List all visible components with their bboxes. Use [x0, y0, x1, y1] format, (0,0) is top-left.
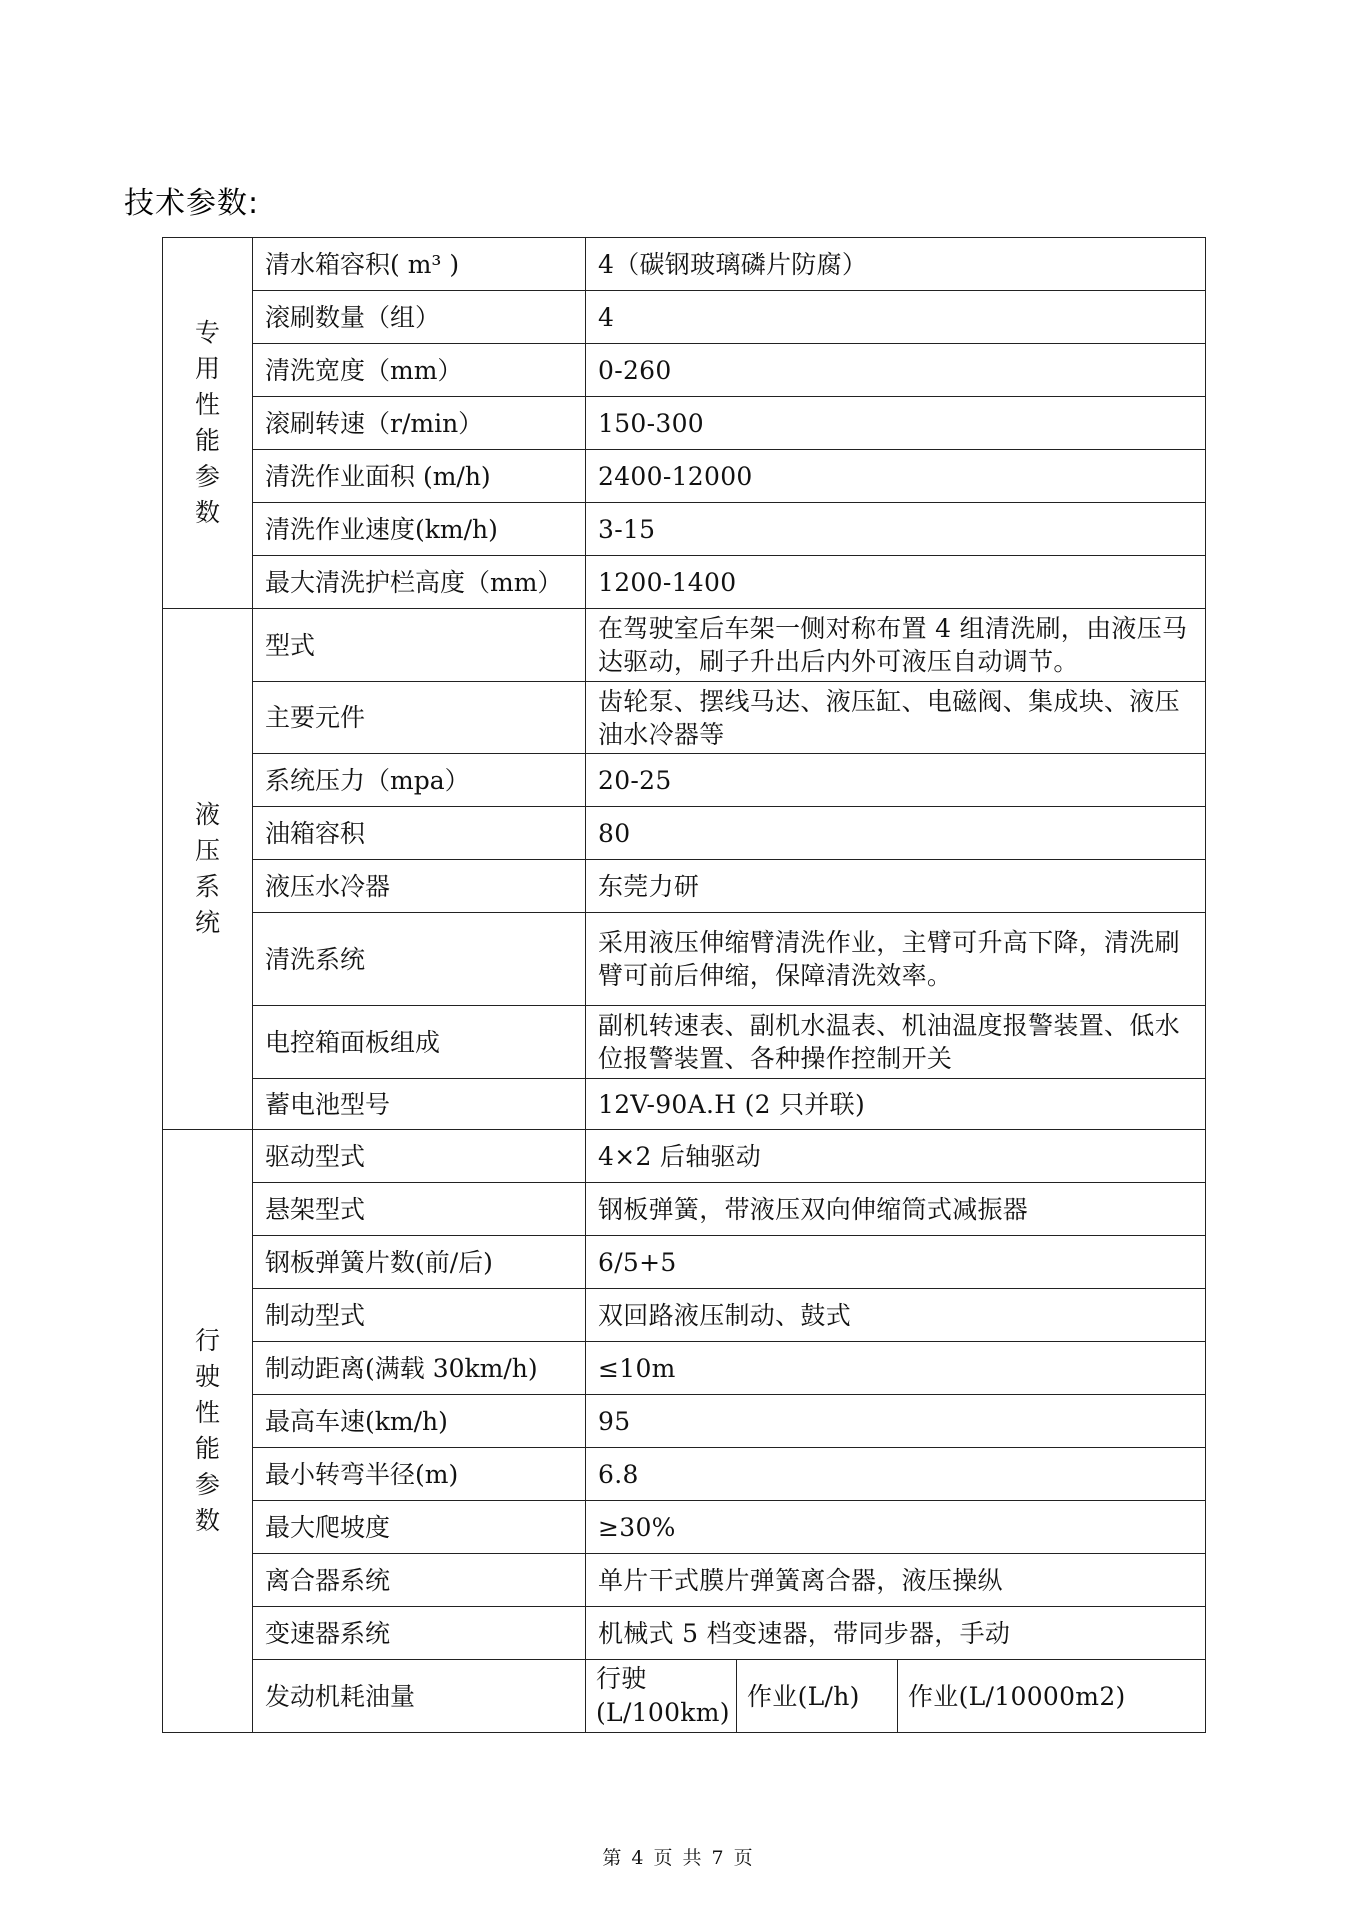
table-row [163, 1554, 1206, 1607]
table-row [163, 1660, 1206, 1733]
table-row [163, 860, 1206, 913]
param-value: 在驾驶室后车架一侧对称布置 4 组清洗刷，由液压马达驱动，刷子升出后内外可液压自动调节。 [586, 609, 1206, 682]
table-row [163, 807, 1206, 860]
param-label: 变速器系统 [253, 1607, 586, 1660]
table-row [163, 1079, 1206, 1130]
table-row [163, 397, 1206, 450]
param-label: 系统压力（mpa） [253, 754, 586, 807]
param-label: 清洗系统 [253, 913, 586, 1006]
param-value: 副机转速表、副机水温表、机油温度报警装置、低水位报警装置、各种操作控制开关 [586, 1006, 1206, 1079]
table-row [163, 1501, 1206, 1554]
param-label: 清洗作业速度(km/h) [253, 503, 586, 556]
page-title: 技术参数: [124, 186, 260, 221]
page-footer: 第 4 页 共 7 页 [602, 1847, 755, 1869]
param-label: 离合器系统 [253, 1554, 586, 1607]
table-row [163, 1607, 1206, 1660]
param-label: 型式 [253, 609, 586, 682]
param-value: 1200-1400 [586, 556, 1206, 609]
param-value: 6/5+5 [586, 1236, 1206, 1289]
table-row [163, 238, 1206, 291]
param-value: ≥30% [586, 1501, 1206, 1554]
category-cell: 行驶性能参数 [163, 1130, 253, 1733]
param-value: 150-300 [586, 397, 1206, 450]
param-label: 发动机耗油量 [253, 1660, 586, 1733]
table-row [163, 754, 1206, 807]
param-label: 制动型式 [253, 1289, 586, 1342]
fuel-col-driving: 行驶(L/100km) [596, 1664, 730, 1727]
param-value: 采用液压伸缩臂清洗作业，主臂可升高下降，清洗刷臂可前后伸缩，保障清洗效率。 [586, 913, 1206, 1006]
category-cell: 专用性能参数 [163, 238, 253, 609]
table-row [163, 503, 1206, 556]
param-value: ≤10m [586, 1342, 1206, 1395]
param-value: 2400-12000 [586, 450, 1206, 503]
param-label: 最大爬坡度 [253, 1501, 586, 1554]
param-label [253, 238, 586, 291]
param-label: 油箱容积 [253, 807, 586, 860]
fuel-col-work-hour: 作业(L/h) [736, 1660, 897, 1732]
param-label: 悬架型式 [253, 1183, 586, 1236]
table-row [163, 1289, 1206, 1342]
param-value: 4 [586, 291, 1206, 344]
table-row [163, 1130, 1206, 1183]
param-label: 最大清洗护栏高度（mm） [253, 556, 586, 609]
param-label: 电控箱面板组成 [253, 1006, 586, 1079]
table-row [163, 1006, 1206, 1079]
param-value: 0-260 [586, 344, 1206, 397]
param-value: 80 [586, 807, 1206, 860]
param-label: 清洗宽度（mm） [253, 344, 586, 397]
param-value: 4（碳钢玻璃磷片防腐） [586, 238, 1206, 291]
table-row [163, 1342, 1206, 1395]
param-label: 制动距离(满载 30km/h) [253, 1342, 586, 1395]
param-value: 3-15 [586, 503, 1206, 556]
param-label: 清洗作业面积 (m/h) [253, 450, 586, 503]
table-row [163, 682, 1206, 754]
param-value: 95 [586, 1395, 1206, 1448]
table-row [163, 450, 1206, 503]
param-label: 最小转弯半径(m) [253, 1448, 586, 1501]
param-label: 最高车速(km/h) [253, 1395, 586, 1448]
param-value: 12V-90A.H (2 只并联) [586, 1079, 1206, 1130]
param-label: 滚刷数量（组） [253, 291, 586, 344]
table-row [163, 1448, 1206, 1501]
param-value: 单片干式膜片弹簧离合器，液压操纵 [586, 1554, 1206, 1607]
table-row [163, 291, 1206, 344]
table-row [163, 556, 1206, 609]
param-value: 机械式 5 档变速器，带同步器，手动 [586, 1607, 1206, 1660]
water-tank-label: 清水箱容积( m³ ) [265, 249, 460, 279]
param-value: 20-25 [586, 754, 1206, 807]
fuel-col-work-area: 作业(L/10000m2) [897, 1660, 1205, 1732]
param-value: 东莞力研 [586, 860, 1206, 913]
param-label: 主要元件 [253, 682, 586, 754]
param-value: 双回路液压制动、鼓式 [586, 1289, 1206, 1342]
param-label: 滚刷转速（r/min） [253, 397, 586, 450]
table-row [163, 609, 1206, 682]
table-row [163, 1183, 1206, 1236]
param-label: 液压水冷器 [253, 860, 586, 913]
spec-table [162, 237, 1206, 1733]
table-row [163, 1236, 1206, 1289]
param-label: 蓄电池型号 [253, 1079, 586, 1130]
category-cell: 液压系统 [163, 609, 253, 1130]
table-row [163, 344, 1206, 397]
param-value: 钢板弹簧，带液压双向伸缩筒式减振器 [586, 1183, 1206, 1236]
table-row [163, 913, 1206, 1006]
param-value: 齿轮泵、摆线马达、液压缸、电磁阀、集成块、液压油水冷器等 [586, 682, 1206, 754]
param-value: 4×2 后轴驱动 [586, 1130, 1206, 1183]
param-label: 钢板弹簧片数(前/后) [253, 1236, 586, 1289]
param-label: 驱动型式 [253, 1130, 586, 1183]
table-row [163, 1395, 1206, 1448]
fuel-consumption-cells [586, 1660, 1206, 1733]
param-value: 6.8 [586, 1448, 1206, 1501]
